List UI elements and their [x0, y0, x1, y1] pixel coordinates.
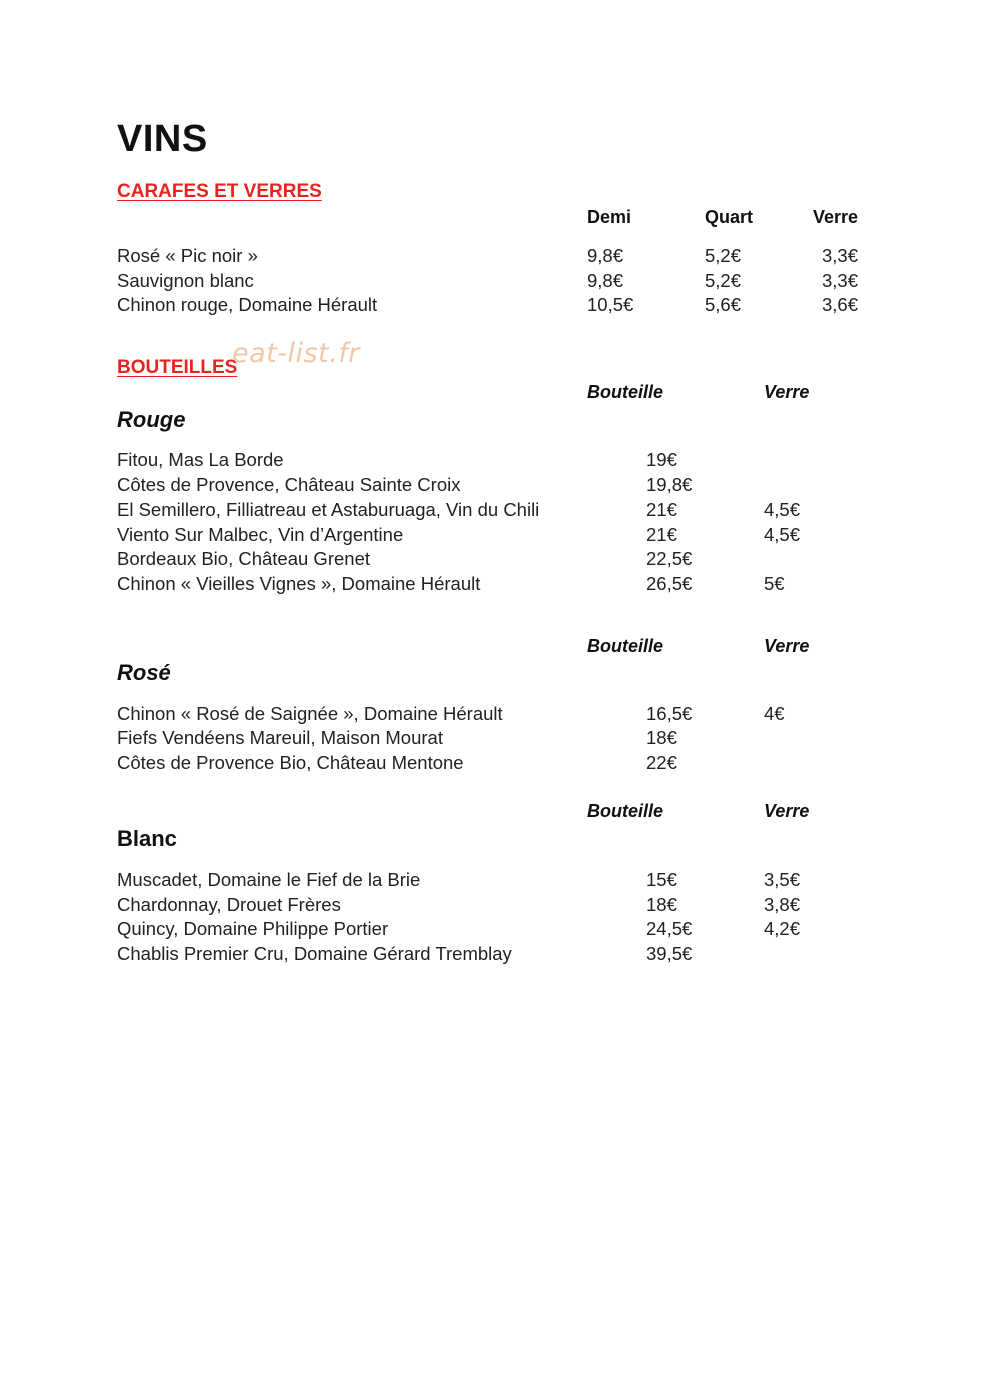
column-header-bouteille: Bouteille [587, 636, 664, 656]
page-title: VINS [117, 118, 208, 160]
column-header-verre: Verre [764, 382, 810, 402]
category-title: Rosé [117, 660, 171, 685]
price-verre: 4€ [764, 703, 785, 724]
column-header-verre: Verre [813, 207, 859, 227]
wine-name: Sauvignon blanc [117, 270, 254, 291]
price-verre: 4,5€ [764, 524, 801, 545]
price-verre: 3,3€ [822, 270, 859, 291]
price-bouteille: 19€ [646, 449, 677, 470]
price-bouteille: 24,5€ [646, 918, 693, 939]
category-title: Blanc [117, 826, 177, 851]
price-bouteille: 22€ [646, 752, 677, 773]
price-bouteille: 22,5€ [646, 548, 693, 569]
wine-name: Rosé « Pic noir » [117, 245, 258, 266]
category-title: Rouge [117, 407, 186, 432]
price-verre: 3,8€ [764, 894, 801, 915]
wine-name: Muscadet, Domaine le Fief de la Brie [117, 869, 421, 890]
wine-name: Chinon rouge, Domaine Hérault [117, 294, 378, 315]
price-quart: 5,6€ [705, 294, 742, 315]
price-quart: 5,2€ [705, 270, 742, 291]
wine-name: Côtes de Provence Bio, Château Mentone [117, 752, 464, 773]
wine-name: Chinon « Rosé de Saignée », Domaine Hérault [117, 703, 503, 724]
price-demi: 9,8€ [587, 245, 624, 266]
wine-name: Quincy, Domaine Philippe Portier [117, 918, 389, 939]
price-bouteille: 26,5€ [646, 573, 693, 594]
price-bouteille: 21€ [646, 524, 677, 545]
price-bouteille: 39,5€ [646, 943, 693, 964]
price-bouteille: 18€ [646, 727, 677, 748]
column-header-verre: Verre [764, 636, 810, 656]
price-quart: 5,2€ [705, 245, 742, 266]
watermark: eat-list.fr [232, 338, 360, 369]
price-verre: 4,5€ [764, 499, 801, 520]
price-verre: 4,2€ [764, 918, 801, 939]
price-demi: 9,8€ [587, 270, 624, 291]
wine-name: Bordeaux Bio, Château Grenet [117, 548, 370, 569]
price-bouteille: 18€ [646, 894, 677, 915]
column-header-demi: Demi [587, 207, 632, 227]
wine-name: Chinon « Vieilles Vignes », Domaine Hérault [117, 573, 481, 594]
price-bouteille: 19,8€ [646, 474, 693, 495]
price-bouteille: 21€ [646, 499, 677, 520]
wine-name: Viento Sur Malbec, Vin d’Argentine [117, 524, 404, 545]
price-demi: 10,5€ [587, 294, 634, 315]
wine-name: Chablis Premier Cru, Domaine Gérard Tremblay [117, 943, 512, 964]
column-header-bouteille: Bouteille [587, 801, 664, 821]
column-header-quart: Quart [705, 207, 754, 227]
price-verre: 5€ [764, 573, 785, 594]
price-verre: 3,6€ [822, 294, 859, 315]
wine-name: Fiefs Vendéens Mareuil, Maison Mourat [117, 727, 443, 748]
wine-name: Fitou, Mas La Borde [117, 449, 284, 470]
column-header-verre: Verre [764, 801, 810, 821]
section-heading-bouteilles: BOUTEILLES [117, 357, 238, 378]
wine-name: Côtes de Provence, Château Sainte Croix [117, 474, 461, 495]
section-heading-carafes: CARAFES ET VERRES [117, 181, 322, 202]
price-verre: 3,5€ [764, 869, 801, 890]
price-bouteille: 16,5€ [646, 703, 693, 724]
wine-name: Chardonnay, Drouet Frères [117, 894, 341, 915]
column-header-bouteille: Bouteille [587, 382, 664, 402]
price-verre: 3,3€ [822, 245, 859, 266]
wine-name: El Semillero, Filliatreau et Astaburuaga, Vin du Chili [117, 499, 540, 520]
price-bouteille: 15€ [646, 869, 677, 890]
